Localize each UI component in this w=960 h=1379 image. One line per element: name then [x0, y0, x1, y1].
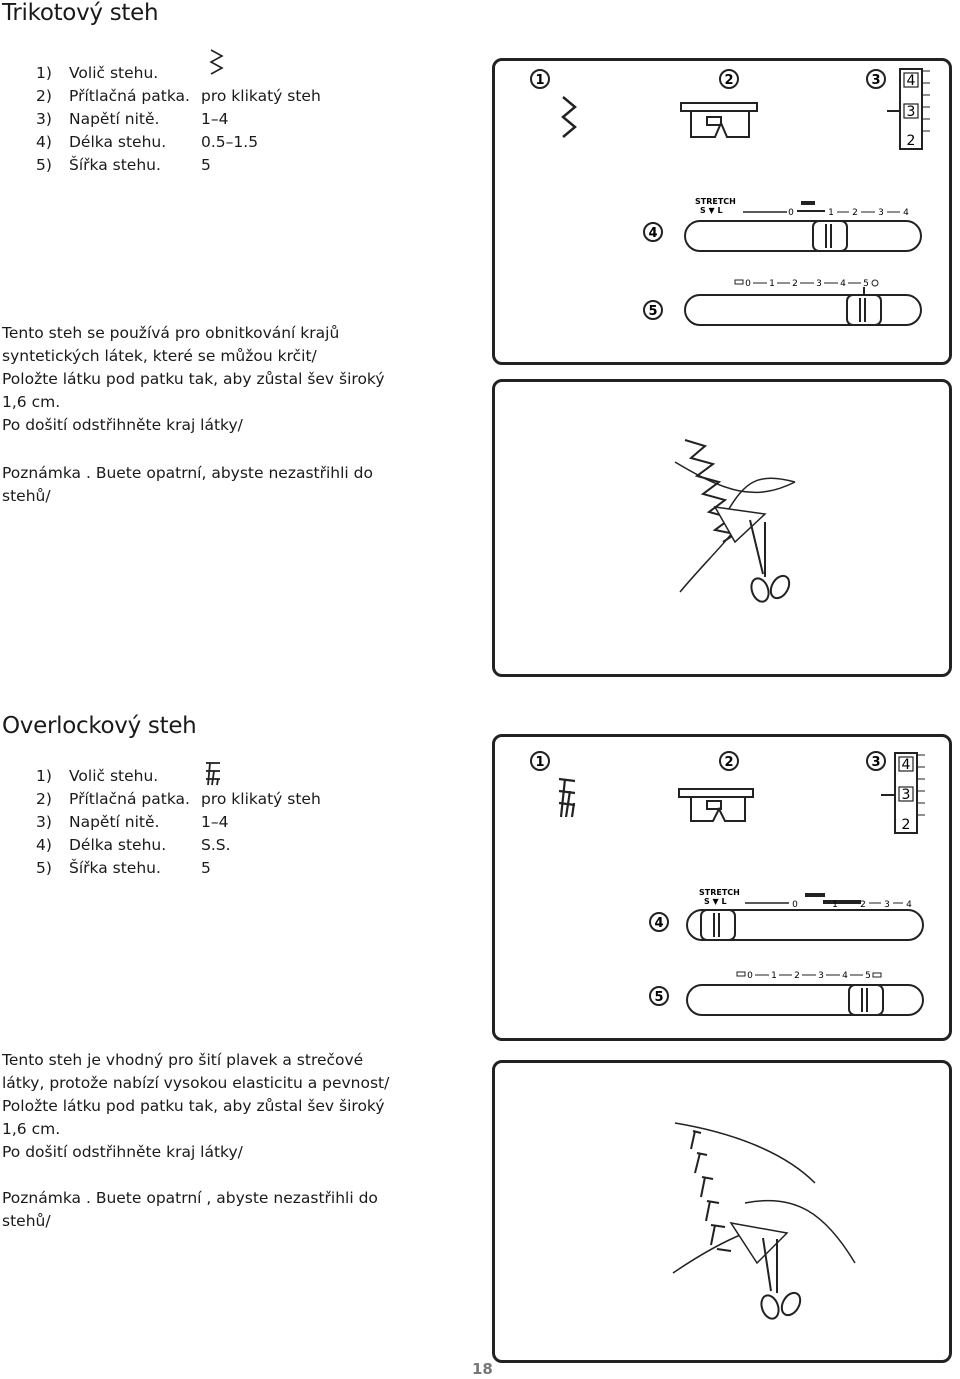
fabric-trimming-illustration — [495, 382, 949, 674]
width-tick: 3 — [816, 279, 822, 289]
stitch-length-slider — [687, 888, 923, 940]
row-label: Přítlačná patka. — [69, 87, 190, 105]
tension-mark: 2 — [901, 817, 911, 833]
section2-sewing-illustration — [492, 1060, 952, 1363]
paragraph-line: Položte látku pod patku tak, aby zůstal šev široký — [2, 370, 385, 388]
note-line: Poznámka . Buete opatrní, abyste nezastřihli do — [2, 464, 373, 482]
machine-settings-illustration — [495, 61, 949, 362]
row-value: 5 — [201, 156, 211, 174]
presser-foot-icon — [681, 103, 757, 137]
length-tick: 2 — [860, 900, 866, 910]
width-tick: 1 — [771, 971, 777, 981]
mark-3: 3 — [871, 755, 881, 770]
section1-sewing-illustration — [492, 379, 952, 677]
stitch-width-slider — [685, 279, 921, 325]
width-tick: 5 — [865, 971, 871, 981]
length-tick: 1 — [828, 208, 834, 218]
paragraph-line: Po došití odstřihněte kraj látky/ — [2, 1143, 243, 1161]
row-num: 2) — [36, 790, 52, 808]
row-label: Délka stehu. — [69, 133, 167, 151]
tension-mark: 3 — [906, 104, 916, 120]
length-tick: 2 — [852, 208, 858, 218]
stitch-width-slider — [687, 971, 923, 1015]
stretch-label: STRETCH — [695, 197, 736, 206]
settings-row — [36, 857, 416, 880]
row-value: 0.5–1.5 — [201, 133, 259, 151]
settings-row — [36, 834, 416, 857]
row-value: 5 — [201, 859, 211, 877]
section1-settings-diagram — [492, 58, 952, 365]
row-label: Napětí nitě. — [69, 813, 160, 831]
width-tick: 2 — [794, 971, 800, 981]
width-tick: 4 — [840, 279, 846, 289]
section2-title: Overlockový steh — [2, 713, 197, 739]
tension-mark: 2 — [906, 133, 916, 149]
width-tick: 5 — [863, 279, 869, 289]
row-value: pro klikatý steh — [201, 87, 321, 105]
paragraph-line: 1,6 cm. — [2, 1120, 61, 1138]
row-label: Volič stehu. — [69, 767, 159, 785]
section1-note — [2, 462, 402, 508]
paragraph-line: Tento steh se používá pro obnitkování krajů — [2, 324, 340, 342]
row-label: Volič stehu. — [69, 64, 159, 82]
note-line: Poznámka . Buete opatrní , abyste nezastřihli do — [2, 1189, 378, 1207]
row-num: 3) — [36, 813, 52, 831]
presser-foot-icon — [679, 789, 753, 821]
machine-settings-illustration — [495, 737, 949, 1038]
settings-row — [36, 154, 416, 177]
paragraph-line: Tento steh je vhodný pro šití plavek a strečové — [2, 1051, 364, 1069]
settings-row — [36, 811, 416, 834]
mark-2: 2 — [724, 73, 734, 88]
row-value: 1–4 — [201, 813, 229, 831]
paragraph-line: 1,6 cm. — [2, 393, 61, 411]
stitch-length-slider — [685, 197, 921, 251]
stretch-letters: S ▼ L — [700, 206, 723, 215]
row-label: Délka stehu. — [69, 836, 167, 854]
row-label: Napětí nitě. — [69, 110, 160, 128]
page-number: 18 — [472, 1360, 493, 1378]
mark-4: 4 — [654, 916, 664, 931]
paragraph-line: látky, protože nabízí vysokou elasticitu a pevnost/ — [2, 1074, 390, 1092]
width-tick: 1 — [769, 279, 775, 289]
width-tick: 0 — [747, 971, 753, 981]
row-label: Přítlačná patka. — [69, 790, 190, 808]
section2-settings-diagram — [492, 734, 952, 1041]
settings-row — [36, 765, 416, 788]
overlock-stitch-icon — [559, 779, 575, 817]
row-value: S.S. — [201, 836, 231, 854]
row-label: Šířka stehu. — [69, 859, 161, 877]
paragraph-line: Po došití odstřihněte kraj látky/ — [2, 416, 243, 434]
row-num: 1) — [36, 64, 52, 82]
row-num: 5) — [36, 156, 52, 174]
zigzag-stitch-icon — [563, 97, 575, 137]
row-label: Šířka stehu. — [69, 156, 161, 174]
note-line: stehů/ — [2, 487, 51, 505]
row-num: 5) — [36, 859, 52, 877]
zigzag-stitch-icon — [208, 48, 226, 80]
paragraph-line: Položte látku pod patku tak, aby zůstal šev široký — [2, 1097, 385, 1115]
tension-mark: 4 — [906, 73, 916, 89]
stretch-letters: S ▼ L — [704, 897, 727, 906]
overlock-seam — [691, 1131, 731, 1251]
mark-4: 4 — [648, 226, 658, 241]
width-tick: 4 — [842, 971, 848, 981]
settings-row — [36, 108, 416, 131]
length-tick: 0 — [792, 900, 798, 910]
section2-settings-list — [36, 765, 416, 880]
row-value: pro klikatý steh — [201, 790, 321, 808]
row-num: 3) — [36, 110, 52, 128]
mark-5: 5 — [648, 304, 658, 319]
length-tick: 4 — [906, 900, 912, 910]
settings-row — [36, 131, 416, 154]
section2-note — [2, 1187, 402, 1233]
row-num: 2) — [36, 87, 52, 105]
mark-3: 3 — [871, 73, 881, 88]
width-tick: 2 — [792, 279, 798, 289]
note-line: stehů/ — [2, 1212, 51, 1230]
section2-paragraph — [2, 1049, 402, 1164]
tension-mark: 3 — [901, 787, 911, 803]
length-tick: 1 — [832, 900, 838, 910]
length-tick: 4 — [903, 208, 909, 218]
length-tick: 3 — [884, 900, 890, 910]
mark-1: 1 — [535, 755, 545, 770]
row-num: 1) — [36, 767, 52, 785]
mark-5: 5 — [654, 990, 664, 1005]
fabric-trimming-illustration — [495, 1063, 949, 1360]
row-num: 4) — [36, 133, 52, 151]
settings-row — [36, 788, 416, 811]
length-tick: 3 — [878, 208, 884, 218]
section1-settings-list — [36, 62, 416, 177]
width-tick: 3 — [818, 971, 824, 981]
tension-dial-icon — [881, 753, 925, 833]
row-value: 1–4 — [201, 110, 229, 128]
paragraph-line: syntetických látek, které se můžou krčit/ — [2, 347, 317, 365]
overlock-stitch-icon — [204, 759, 222, 787]
tension-dial-icon — [887, 69, 930, 149]
scissors-icon — [758, 1238, 804, 1321]
stretch-label: STRETCH — [699, 888, 740, 897]
tension-mark: 4 — [901, 757, 911, 773]
mark-2: 2 — [724, 755, 734, 770]
scissors-icon — [748, 520, 793, 604]
section1-paragraph — [2, 322, 402, 437]
width-tick: 0 — [745, 279, 751, 289]
mark-1: 1 — [535, 73, 545, 88]
length-tick: 0 — [788, 208, 794, 218]
settings-row — [36, 62, 416, 85]
settings-row — [36, 85, 416, 108]
section1-title: Trikotový steh — [2, 0, 159, 26]
row-num: 4) — [36, 836, 52, 854]
